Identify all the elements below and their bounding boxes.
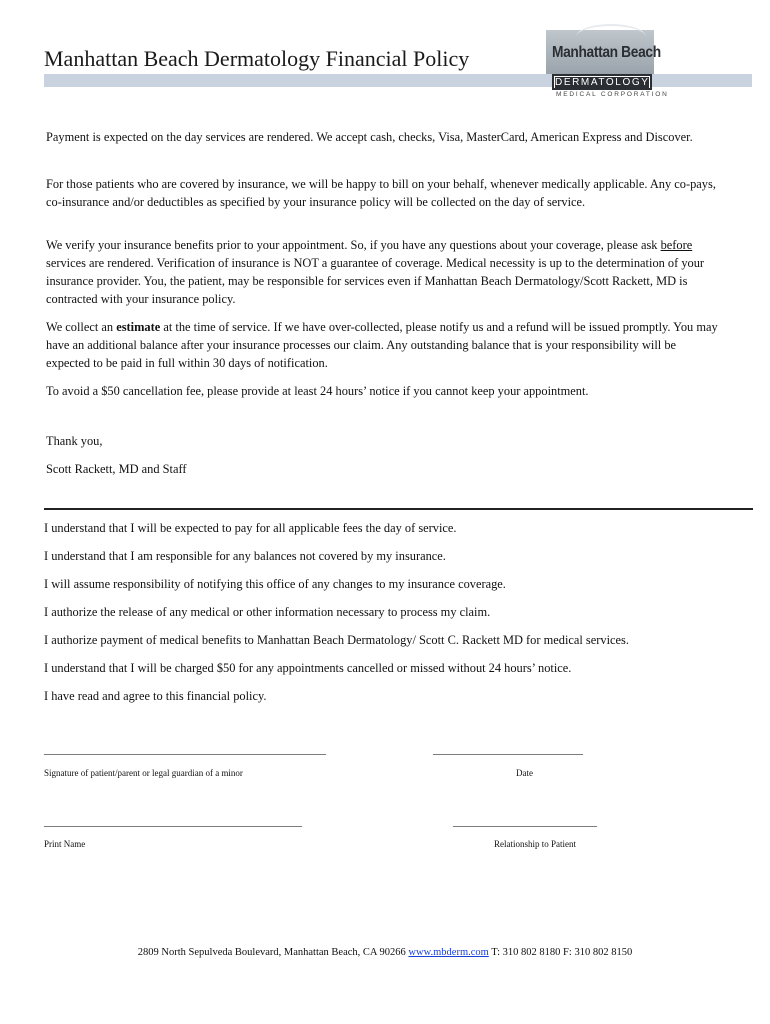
verification-underlined: before: [660, 238, 693, 252]
ack-item: I have read and agree to this financial policy.: [44, 689, 267, 703]
signature-line[interactable]: _______________________________________________: [44, 742, 326, 756]
relationship-line[interactable]: ________________________: [453, 814, 597, 828]
print-name-label: Print Name: [44, 839, 86, 849]
website-link[interactable]: www.mbderm.com: [408, 947, 489, 958]
print-name-line[interactable]: ___________________________________________: [44, 814, 302, 828]
logo-background: [546, 30, 661, 74]
estimate-text-a: We collect an: [46, 320, 117, 334]
relationship-label: Relationship to Patient: [494, 839, 576, 849]
logo-subtitle: MEDICAL CORPORATION: [556, 91, 669, 98]
ack-item: I authorize payment of medical benefits to Manhattan Beach Dermatology/ Scott C. Rackett MD for medical services.: [44, 633, 629, 647]
signature-label: Signature of patient/parent or legal guardian of a minor: [44, 768, 243, 778]
verification-text-b: services are rendered. Verification of insurance is NOT a guarantee of coverage. Medical necessity is up to the determination of your insurance provider. You, the patient, may be responsible for services even if Manhattan Beach Dermatology/Scott Rackett, MD is contracted with your insurance policy.: [46, 256, 705, 306]
ack-item: I will assume responsibility of notifying this office of any changes to my insurance coverage.: [44, 577, 506, 591]
closing-signoff: Scott Rackett, MD and Staff: [46, 462, 187, 476]
section-divider: [44, 508, 753, 510]
insurance-billing-paragraph: For those patients who are covered by insurance, we will be happy to bill on your behalf, whenever medically applicable. Any co-pays, co-insurance and/or deductibles as specified by your insurance policy will be collected on the day of service.: [46, 177, 716, 209]
ack-item: I understand that I will be expected to pay for all applicable fees the day of service.: [44, 521, 457, 535]
footer-address: 2809 North Sepulveda Boulevard, Manhattan Beach, CA 90266: [137, 947, 409, 958]
estimate-paragraph: [46, 318, 722, 372]
cancellation-paragraph: To avoid a $50 cancellation fee, please provide at least 24 hours’ notice if you cannot keep your appointment.: [46, 384, 589, 398]
logo-dermatology-band: [552, 74, 652, 90]
logo-name: Manhattan Beach: [552, 44, 661, 61]
footer-phones: T: 310 802 8180 F: 310 802 8150: [488, 947, 633, 958]
estimate-bold: estimate: [116, 320, 161, 334]
payment-paragraph: Payment is expected on the day services are rendered. We accept cash, checks, Visa, MasterCard, American Express and Discover.: [46, 130, 693, 144]
date-line[interactable]: _________________________: [433, 742, 583, 756]
page-title: Manhattan Beach Dermatology Financial Policy: [44, 46, 470, 71]
estimate-text-c: at the time of service. If we have over-collected, please notify us and a refund will be issued promptly. You may have an additional balance after your insurance processes our claim. Any outstanding balance that is your responsibility will be expected to be paid in full within 30 days of notification.: [46, 320, 718, 370]
practice-logo: [546, 30, 669, 100]
date-label: Date: [516, 768, 533, 778]
footer-contact: [0, 947, 770, 958]
ack-item: I understand that I am responsible for any balances not covered by my insurance.: [44, 549, 446, 563]
insurance-verification-paragraph: [46, 236, 722, 308]
verification-text-a: We verify your insurance benefits prior to your appointment. So, if you have any questions about your coverage, please ask: [46, 238, 661, 252]
logo-dept: DERMATOLOGY: [555, 77, 650, 88]
ack-item: I understand that I will be charged $50 for any appointments cancelled or missed without 24 hours’ notice.: [44, 661, 572, 675]
ack-item: I authorize the release of any medical or other information necessary to process my claim.: [44, 605, 491, 619]
closing-thanks: Thank you,: [46, 434, 103, 448]
